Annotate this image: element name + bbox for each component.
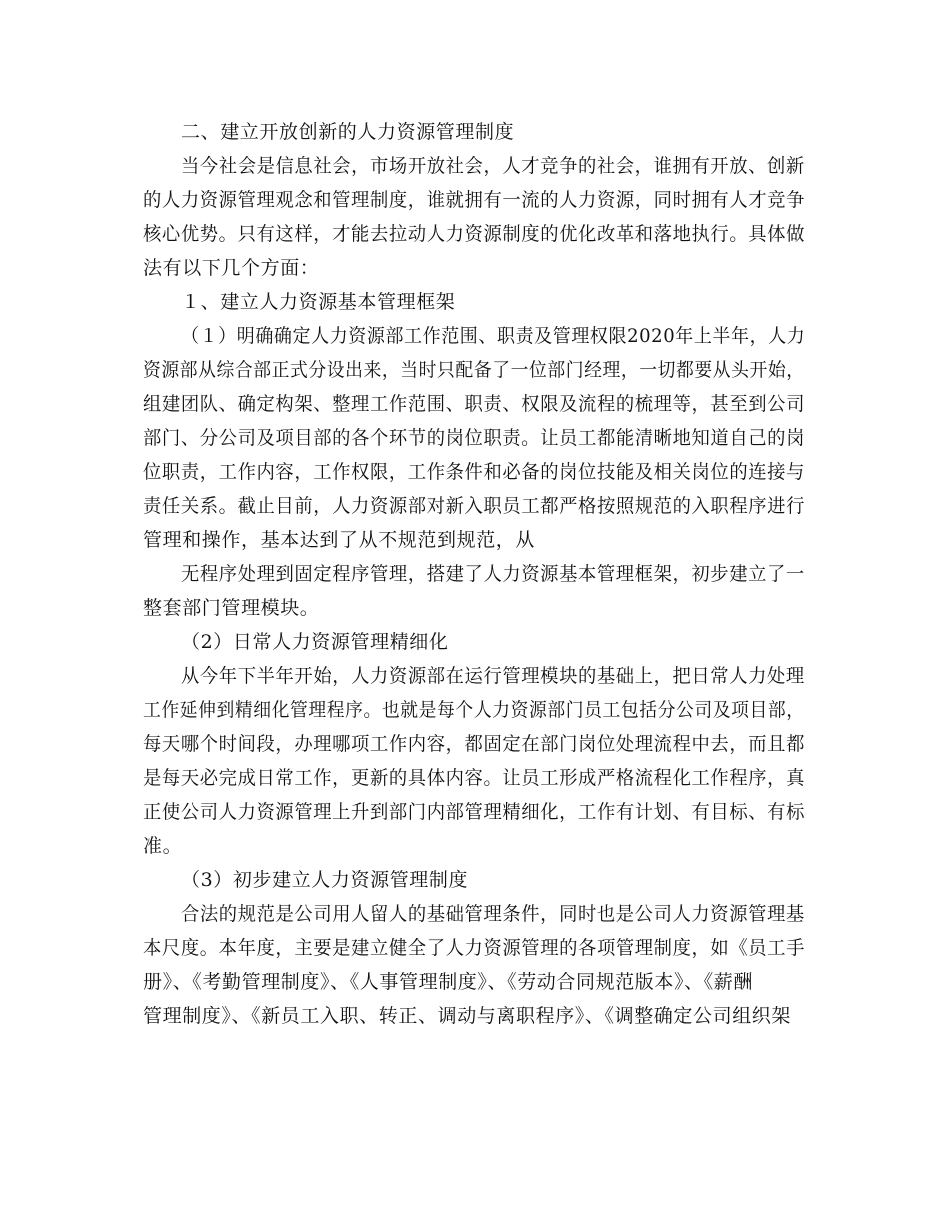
paragraph-line: 整套部门管理模块。 [143, 597, 320, 619]
paragraph-line: 本尺度。本年度，主要是建立健全了人力资源管理的各项管理制度，如《员工手 [143, 937, 806, 959]
paragraph-line: 部门、分公司及项目部的各个环节的岗位职责。让员工都能清晰地知道自己的岗 [143, 427, 806, 449]
paragraph-line: 是每天必完成日常工作，更新的具体内容。让员工形成严格流程化工作程序，真 [143, 767, 806, 789]
paragraph-line: 每天哪个时间段，办理哪项工作内容，都固定在部门岗位处理流程中去，而且都 [143, 733, 806, 755]
subsection-heading: （3）初步建立人力资源管理制度 [181, 869, 469, 891]
section-heading: 二、建立开放创新的人力资源管理制度 [181, 121, 515, 143]
paragraph-line: 核心优势。只有这样，才能去拉动人力资源制度的优化改革和落地执行。具体做 [143, 223, 806, 245]
paragraph-line: 册》、《考勤管理制度》、《人事管理制度》、《劳动合同规范版本》、《薪酬 [143, 971, 754, 993]
paragraph-line: 工作延伸到精细化管理程序。也就是每个人力资源部门员工包括分公司及项目部， [143, 699, 805, 721]
paragraph-line: 责任关系。截止目前，人力资源部对新入职员工都严格按照规范的入职程序进行 [143, 495, 806, 517]
paragraph-line: 无程序处理到固定程序管理，搭建了人力资源基本管理框架，初步建立了一 [181, 563, 805, 585]
paragraph-line: 的人力资源管理观念和管理制度，谁就拥有一流的人力资源，同时拥有人才竞争 [143, 189, 806, 211]
paragraph-line: 管理和操作，基本达到了从不规范到规范，从 [143, 529, 536, 551]
paragraph-line: 正使公司人力资源管理上升到部门内部管理精细化，工作有计划、有目标、有标 [143, 801, 806, 823]
subsection-heading: １、建立人力资源基本管理框架 [181, 291, 456, 313]
subsection-heading: （2）日常人力资源管理精细化 [181, 631, 449, 653]
paragraph-line: 准。 [143, 835, 183, 857]
paragraph-line: 位职责，工作内容，工作权限，工作条件和必备的岗位技能及相关岗位的连接与 [143, 461, 806, 483]
paragraph-line: 法有以下几个方面： [143, 257, 320, 279]
paragraph-line: 资源部从综合部正式分设出来，当时只配备了一位部门经理，一切都要从头开始， [143, 359, 805, 381]
paragraph-line: 管理制度》、《新员工入职、转正、调动与离职程序》、《调整确定公司组织架 [143, 1005, 792, 1027]
paragraph-line: 从今年下半年开始，人力资源部在运行管理模块的基础上，把日常人力处理 [181, 665, 805, 687]
paragraph-line: 合法的规范是公司用人留人的基础管理条件，同时也是公司人力资源管理基 [181, 903, 805, 925]
paragraph-line: （１）明确确定人力资源部工作范围、职责及管理权限2020年上半年，人力 [181, 325, 806, 347]
paragraph-line: 当今社会是信息社会，市场开放社会，人才竞争的社会，谁拥有开放、创新 [181, 155, 805, 177]
paragraph-line: 组建团队、确定构架、整理工作范围、职责、权限及流程的梳理等，甚至到公司 [143, 393, 806, 415]
